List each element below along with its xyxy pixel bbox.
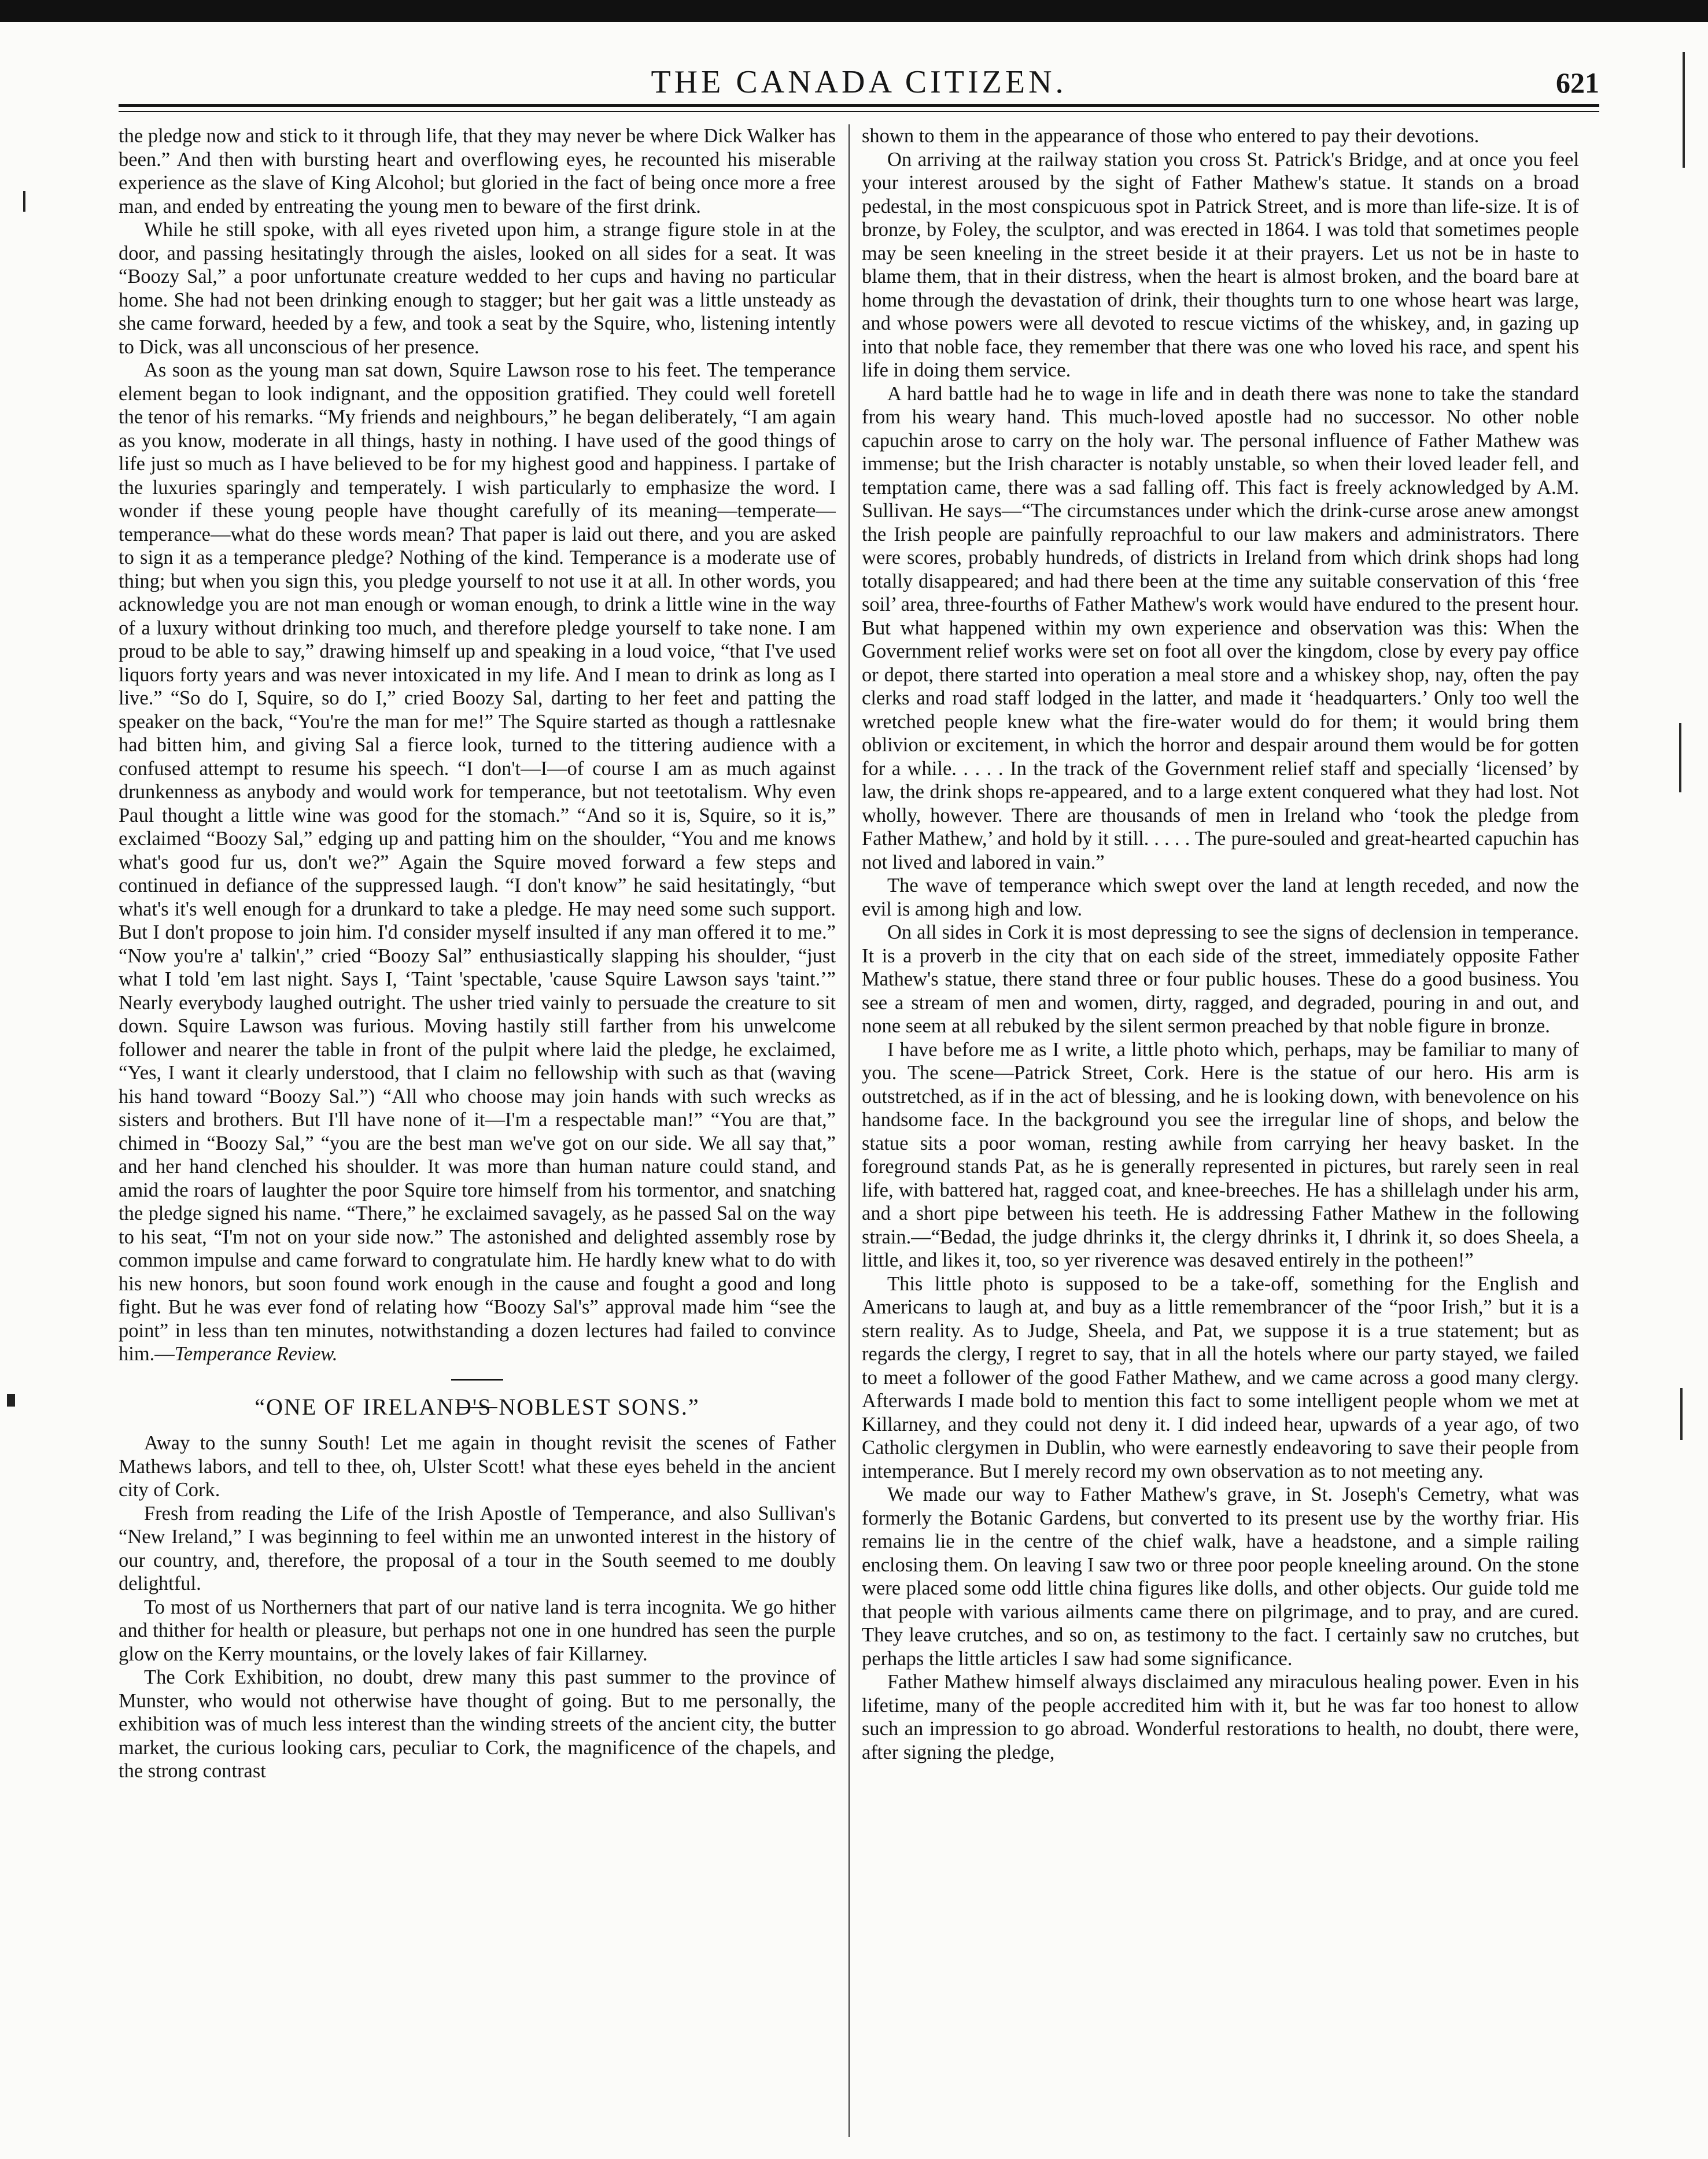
margin-speck: [23, 191, 25, 212]
section-divider: [451, 1379, 503, 1381]
paragraph: On arriving at the railway station you cross St. Patrick's Bridge, and at once you feel your interest aroused by the sight of Father Mathew's statue. It stands on a broad pedestal, in the most conspicuous spot in Patrick Street, and is more than life-size. It is of bronze, by Foley, the sculptor, and was erected in 1864. I was told that sometimes people may be seen kneeling in the street beside it at their prayers. Let us not be in haste to blame them, that in their distress, when the heart is almost broken, and the board bare at home through the devastation of drink, their thoughts turn to one whose heart was large, and whose powers were all devoted to rescue victims of the whiskey, and, in gazing up into that noble face, they remember that there was one who loved his race, and spent his life in doing them service.: [862, 148, 1579, 381]
paragraph: On all sides in Cork it is most depressing to see the signs of declension in temperance. It is a proverb in the city that on each side of the street, immediately opposite Father Mathew's statue, there stand three or four public houses. These do a good business. You see a stream of men and women, dirty, ragged, and degraded, pouring in and out, and none seem at all rebuked by the silent sermon preached by that noble figure in bronze.: [862, 921, 1579, 1037]
paragraph: Away to the sunny South! Let me again in thought revisit the scenes of Father Mathews labors, and tell to thee, oh, Ulster Scott! what these eyes beheld in the ancient city of Cork.: [119, 1432, 836, 1501]
paragraph: This little photo is supposed to be a take-off, something for the English and Americans to laugh at, and buy as a little remembrancer of the “poor Irish,” but it is a stern reality. As to Judge, Sheela, and Pat, we suppose it is a true statement; but as regards the clergy, I regret to say, that in all the hotels where our party stayed, we failed to meet a follower of the good Father Mathew, and we came across a good many clergy. Afterwards I made bold to mention this fact to some intelligent people whom we met at Killarney, and they could not deny it. I did indeed hear, upwards of a year ago, of two Catholic clergymen in Dublin, who were earnestly endeavoring to save their people from intemperance. But I merely record my own observation as to not meeting any.: [862, 1272, 1579, 1482]
right-column: [862, 124, 1579, 2137]
paragraph: I have before me as I write, a little photo which, perhaps, may be familiar to many of you. The scene—Patrick Street, Cork. Here is the statue of our hero. His arm is outstretched, as if in the act of blessing, and he is looking down, with benevolence on his handsome face. In the background you see the irregular line of shops, and below the statue sits a poor woman, resting awhile from carrying her heavy basket. In the foreground stands Pat, as he is generally represented in pictures, but rarely seen in real life, with battered hat, ragged coat, and knee-breeches. He has a shillelagh under his arm, and a short pipe between his teeth. He is addressing Father Mathew in the following strain.—“Bedad, the judge dhrinks it, the clergy dhrinks it, I dhrink it, so does Sheela, a little, and likes it, too, so yer riverence was desaved entirely in the potheen!”: [862, 1038, 1579, 1271]
article-title: “ONE OF IRELAND'S NOBLEST SONS.”: [254, 1393, 700, 1420]
source-attribution: Temperance Review.: [174, 1343, 338, 1365]
header-rule-thin: [119, 111, 1599, 112]
paragraph: the pledge now and stick to it through life, that they may never be where Dick Walker has been.” And then with bursting heart and overflowing eyes, he recounted his miserable experience as the slave of King Alcohol; but gloried in the fact of being once more a free man, and ended by entreating the young men to beware of the first drink.: [119, 125, 836, 217]
binding-edge-mark: [1680, 1388, 1683, 1440]
publication-title: THE CANADA CITIZEN.: [651, 64, 1067, 100]
paragraph: shown to them in the appearance of those who entered to pay their devotions.: [862, 125, 1480, 147]
paragraph: To most of us Northerners that part of our native land is terra incognita. We go hither and thither for health or pleasure, but perhaps not one in one hundred has seen the purple glow on the Kerry mountains, or the lovely lakes of fair Killarney.: [119, 1596, 836, 1665]
running-header: [119, 58, 1599, 104]
paragraph: Father Mathew himself always disclaimed any miraculous healing power. Even in his lifetime, many of the people accredited him with it, but he was far too honest to allow such an impression to go abroad. Wonderful restorations to health, no doubt, there were, after signing the pledge,: [862, 1671, 1579, 1763]
paragraph: The Cork Exhibition, no doubt, drew many this past summer to the province of Munster, who would not otherwise have thought of going. But to me personally, the exhibition was of much less interest than the winding streets of the ancient city, the butter market, the curious looking cars, peculiar to Cork, the magnificence of the chapels, and the strong contrast: [119, 1666, 836, 1782]
paragraph-text: As soon as the young man sat down, Squire Lawson rose to his feet. The temperance element began to look indignant, and the opposition gratified. They could well foretell the tenor of his remarks. “My friends and neighbours,” he began deliberately, “I am again as you know, moderate in all things, hasty in nothing. I have used of the good things of life just so much as I have believed to be for my highest good and happiness. I partake of the luxuries sparingly and temperately. I wish particularly to emphasize the word. I wonder if these young people have thought carefully of its meaning—temperate—temperance—what do these words mean? That paper is laid out there, and you are asked to sign it as a temperance pledge? Nothing of the kind. Temperance is a moderate use of thing; but when you sign this, you pledge yourself to not use it at all. In other words, you acknowledge you are not man enough or woman enough, to drink a little wine in the way of a luxury without drinking too much, and therefore pledge yourself to take none. I am proud to be able to say,” drawing himself up and speaking in a loud voice, “that I've used liquors forty years and was never intoxicated in my life. And I mean to drink as long as I live.” “So do I, Squire, so do I,” cried Boozy Sal, darting to her feet and patting the speaker on the back, “You're the man for me!” The Squire started as though a rattlesnake had bitten him, and giving Sal a fierce look, turned to the tittering audience with a confused attempt to resume his speech. “I don't—I—of course I am as much against drunkenness as anybody and would work for temperance, but not teetotalism. Why even Paul thought a little wine was good for the stomach.” “And so it is, Squire, so it is,” exclaimed “Boozy Sal,” edging up and patting him on the shoulder, “You and me knows what's good fur us, don't we?” Again the Squire moved forward a few steps and continued in defiance of the suppressed laugh. “I don't know” he said hesitatingly, “but what's it's well enough for a drunkard to take a pledge. He may need some such support. But I don't propose to join him. I'd consider myself insulted if any man offered it to me.” “Now you're a' talkin',” cried “Boozy Sal” enthusiastically slapping his shoulder, “just what I told 'em last night. Says I, ‘Taint 'spectable, 'cause Squire Lawson says 'taint.’” Nearly everybody laughed outright. The usher tried vainly to persuade the creature to sit down. Squire Lawson was furious. Moving hastily still farther from his unwelcome follower and nearer the table in front of the pulpit where laid the pledge, he exclaimed, “Yes, I want it clearly understood, that I claim no fellowship with such as that (waving his hand toward “Boozy Sal.”) “All who choose may join hands with such wrecks as sisters and brothers. But I'll have none of it—I'm a respectable man!” “You are that,” chimed in “Boozy Sal,” “you are the best man we've got on our side. We all say that,” and her hand clenched his shoulder. It was more than human nature could stand, and amid the roars of laughter the poor Squire tore himself from his tormentor, and snatching the pledge signed his name. “There,” he exclaimed savagely, as he passed Sal on the way to his seat, “I'm not on your side now.” The astonished and delighted assembly rose by common impulse and came forward to congratulate him. He hardly knew what to do with his new honors, but soon found work enough in the cause and fought a good and long fight. But he was ever fond of relating how “Boozy Sal's” approval made him “see the point” in less than ten minutes, notwithstanding a dozen lectures had failed to convince him.—: [119, 359, 836, 1365]
paragraph: We made our way to Father Mathew's grave, in St. Joseph's Cemetry, what was formerly the Botanic Gardens, but converted to its present use by the worthy friar. His remains lie in the centre of the chief walk, have a headstone, and a simple railing enclosing them. On leaving I saw two or three poor people kneeling around. On the stone were placed some odd little china figures like dolls, and other objects. Our guide told me that people with various ailments came there on pilgrimage, and to pray, and are cured. They leave crutches, and so on, as testimony to the fact. I certainly saw no crutches, but perhaps the little articles I saw had some significance.: [862, 1483, 1579, 1670]
page-number: 621: [1556, 67, 1599, 99]
left-column: [119, 124, 836, 2137]
binding-edge-mark: [1679, 723, 1681, 792]
column-divider: [849, 124, 850, 2137]
paragraph: Fresh from reading the Life of the Irish Apostle of Temperance, and also Sullivan's “New Ireland,” I was beginning to feel within me an unwonted interest in the history of our country, and, therefore, the proposal of a tour in the South seemed to me doubly delightful.: [119, 1502, 836, 1595]
paragraph: The wave of temperance which swept over the land at length receded, and now the evil is among high and low.: [862, 874, 1579, 920]
paragraph: A hard battle had he to wage in life and in death there was none to take the standard from his weary hand. This much-loved apostle had no successor. No other noble capuchin arose to carry on the holy war. The personal influence of Father Mathew was immense; but the Irish character is notably unstable, so when their loved leader fell, and temptation came, there was a sad falling off. This fact is freely acknowledged by A.M. Sullivan. He says—“The circumstances under which the drink-curse arose anew amongst the Irish people are painfully reproachful to our law makers and administrators. There were scores, probably hundreds, of districts in Ireland from which drink shops had long totally disappeared; and had there been at the time any suitable conservation of this ‘free soil’ area, three-fourths of Father Mathew's work would have endured to the present hour. But what happened within my own experience and observation was this: When the Government relief works were set on foot all over the kingdom, close by every pay office or depot, there started into operation a meal store and a whiskey shop, nay, often the pay clerks and road staff lodged in the latter, and made it ‘headquarters.’ Only too well the wretched people knew what the fire-water would do for them; it would bring them oblivion or excitement, in which the horror and despair around them would be for gotten for a while. . . . . In the track of the Government relief staff and specially ‘licensed’ by law, the drink shops re-appeared, and to a large extent conquered what they had lost. Not wholly, however. There are thousands of men in Ireland who ‘took the pledge from Father Mathew,’ and hold by it still. . . . . The pure-souled and great-hearted capuchin has not lived and labored in vain.”: [862, 382, 1579, 873]
top-border-gap: [0, 22, 1708, 25]
top-border-bar: [0, 0, 1708, 22]
binding-edge-mark: [1683, 52, 1685, 168]
paragraph: [119, 359, 836, 1366]
paragraph: While he still spoke, with all eyes riveted upon him, a strange figure stole in at the door, and passing hesitatingly through the aisles, looked on all sides for a seat. It was “Boozy Sal,” a poor unfortunate creature wedded to her cups and having no particular home. She had not been drinking enough to stagger; but her gait was a little unsteady as she came forward, heeded by a few, and took a seat by the Squire, who, listening intently to Dick, was all unconscious of her presence.: [119, 219, 836, 358]
margin-speck: [7, 1394, 15, 1407]
header-rule-thick: [119, 104, 1599, 107]
